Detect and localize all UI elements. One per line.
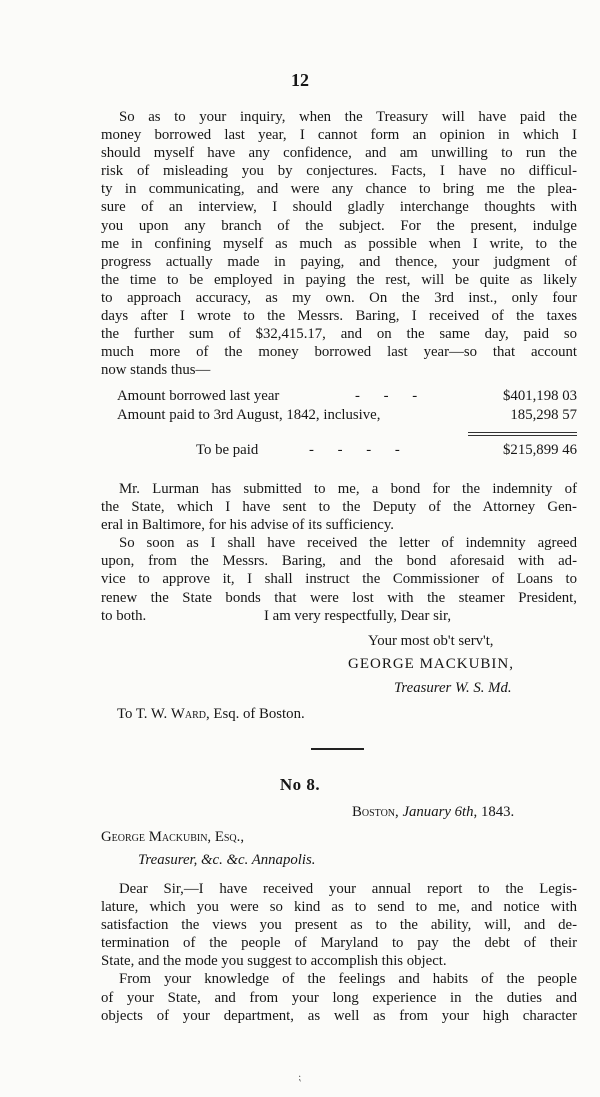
to-line: To T. W. Ward, Esq. of Boston. [117, 706, 305, 722]
text-line: satisfaction the views you present as to the ability, will, and de- [101, 917, 577, 934]
text-line: ty in communicating, and were any chance to bring me the plea- [101, 181, 577, 198]
text-line: money borrowed last year, I cannot form an opinion in which I [101, 127, 577, 144]
ink-mark: ⁏ [298, 1072, 302, 1083]
text-line: days after I wrote to the Messrs. Baring, I received of the taxes [101, 308, 577, 325]
account-row-total: To be paid - - - - $215,899 46 [196, 442, 577, 458]
section-divider [311, 748, 364, 750]
signature-name: GEORGE MACKUBIN, [348, 656, 514, 672]
text-line: Mr. Lurman has submitted to me, a bond for the indemnity of [119, 481, 577, 497]
account-row-paid: Amount paid to 3rd August, 1842, inclusive, 185,298 57 [117, 406, 577, 423]
text-line: the further sum of $32,415.17, and on the same day, paid so [101, 326, 577, 343]
closing-right: I am very respectfully, Dear sir, [264, 608, 452, 624]
text-line: of your State, and from your long experience in the duties and [101, 989, 577, 1006]
text-line: So soon as I shall have received the letter of indemnity agreed [119, 535, 577, 552]
text-line: So as to your inquiry, when the Treasury will have paid the [119, 109, 577, 125]
text-line: sure of an interview, I should gladly interchange thoughts with [101, 199, 577, 216]
text-line: progress actually made in paying, and thence, your judgment of [101, 253, 577, 270]
page-number: 12 [291, 70, 309, 90]
text-line: objects of your department, as well as from your high character [101, 1007, 577, 1024]
text-line: upon, from the Messrs. Baring, and the bond aforesaid with ad- [101, 553, 577, 570]
text-line: Dear Sir,—I have received your annual report to the Legis- [119, 881, 577, 897]
closing-left: to both. [101, 608, 147, 624]
text-line: you upon any branch of the subject. For the present, indulge [101, 217, 577, 234]
account-total-rule [468, 432, 577, 436]
paragraph-inquiry [101, 108, 577, 379]
text-line: termination of the people of Maryland to pay the debt of their [101, 935, 577, 952]
text-line: eral in Baltimore, for his advise of its sufficiency. [101, 517, 394, 534]
account-table [117, 387, 577, 424]
text-line: me in confining myself as much as possible when I write, to the [101, 235, 577, 252]
text-line: From your knowledge of the feelings and habits of the people [119, 971, 577, 988]
valediction: Your most ob't serv't, [368, 633, 494, 649]
account-total [117, 441, 577, 460]
text-line: lature, which you were so kind as to send to me, and notice with [101, 899, 577, 916]
text-line: vice to approve it, I shall instruct the Commissioner of Loans to [101, 571, 577, 588]
addressee-title: Treasurer, &c. &c. Annapolis. [138, 852, 316, 868]
addressee: George Mackubin, Esq., [101, 829, 245, 845]
letter-heading: No 8. [279, 775, 321, 794]
account-row-borrowed: Amount borrowed last year - - - $401,198 03 [117, 388, 577, 404]
text-line: State, and the mode you suggest to accomplish this object. [101, 953, 447, 970]
text-line: risk of misleading you by conjectures. Facts, I have no difficul- [101, 163, 577, 180]
paragraph-bond [101, 480, 577, 607]
text-line: the State, which I have sent to the Deputy of the Attorney Gen- [101, 499, 577, 516]
text-line: now stands thus— [101, 362, 211, 379]
paragraph-reply [101, 880, 577, 1025]
text-line: should myself have any confidence, and am unwilling to run the [101, 145, 577, 162]
signature-title: Treasurer W. S. Md. [394, 680, 512, 696]
dateline: Boston, January 6th, 1843. [352, 804, 515, 820]
text-line: much more of the money borrowed last year—so that account [101, 344, 577, 361]
text-line: to approach accuracy, as my own. On the 3rd inst., only four [101, 289, 577, 306]
text-line: renew the State bonds that were lost with the steamer President, [101, 589, 577, 606]
text-line: the time to be employed in paying the rest, will be quite as likely [101, 271, 577, 288]
